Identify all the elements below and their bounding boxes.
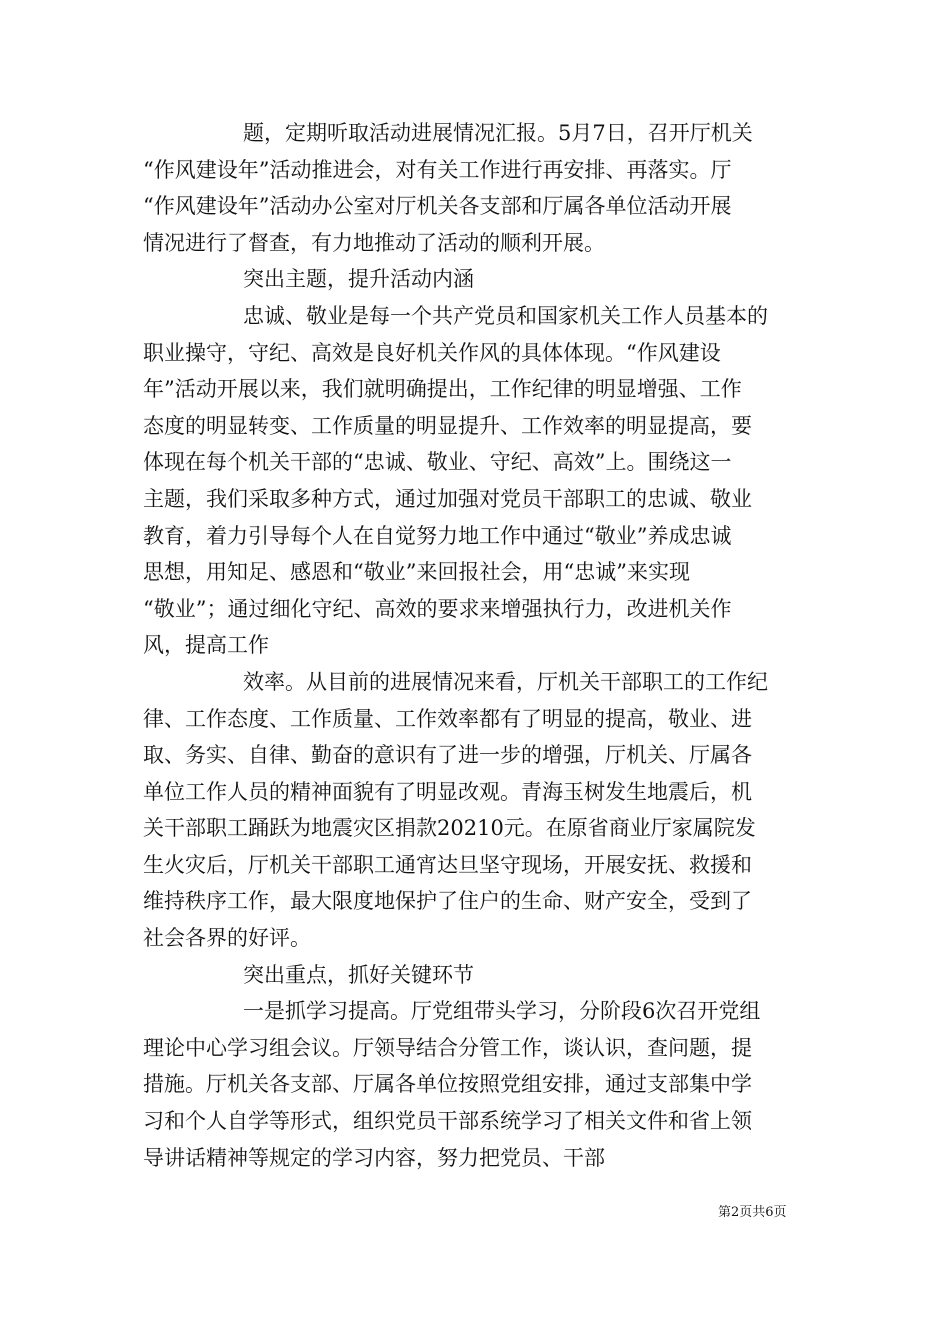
text-line: 态度的明显转变、工作质量的明显提升、工作效率的明显提高，要 [143, 413, 752, 438]
text-line: 律、工作态度、工作质量、工作效率都有了明显的提高，敬业、进 [143, 706, 752, 731]
page-number: 第2页共6页 [718, 1205, 787, 1220]
text-line: 社会各界的好评。 [143, 926, 311, 951]
text-line: 效率。从目前的进展情况来看，厅机关干部职工的工作纪 [243, 669, 768, 694]
document-body [143, 115, 813, 1176]
text-line: 主题，我们采取多种方式，通过加强对党员干部职工的忠诚、敬业 [143, 486, 752, 511]
text-line: 习和个人自学等形式，组织党员干部系统学习了相关文件和省上领 [143, 1109, 752, 1134]
text-line: 关干部职工踊跃为地震灾区捐款20210元。在原省商业厅家属院发 [143, 816, 756, 841]
text-line: 单位工作人员的精神面貌有了明显改观。青海玉树发生地震后，机 [143, 779, 752, 804]
section-heading: 突出重点，抓好关键环节 [243, 962, 474, 987]
text-line: “作风建设年”活动办公室对厅机关各支部和厅属各单位活动开展 [143, 194, 732, 219]
text-line: 体现在每个机关干部的“忠诚、敬业、守纪、高效”上。围绕这一 [143, 450, 732, 475]
text-line: 年”活动开展以来，我们就明确提出，工作纪律的明显增强、工作 [143, 377, 742, 402]
text-line: 情况进行了督查，有力地推动了活动的顺利开展。 [143, 230, 605, 255]
text-line: 生火灾后，厅机关干部职工通宵达旦坚守现场，开展安抚、救援和 [143, 852, 752, 877]
text-line: “敬业”；通过细化守纪、高效的要求来增强执行力，改进机关作 [143, 596, 732, 621]
text-line: 思想，用知足、感恩和“敬业”来回报社会，用“忠诚”来实现 [143, 560, 690, 585]
text-line: 措施。厅机关各支部、厅属各单位按照党组安排，通过支部集中学 [143, 1072, 752, 1097]
text-line: 风，提高工作 [143, 633, 269, 658]
text-line: 职业操守，守纪、高效是良好机关作风的具体体现。“作风建设 [143, 340, 721, 365]
text-line: 一是抓学习提高。厅党组带头学习，分阶段6次召开党组 [243, 999, 761, 1024]
text-line: “作风建设年”活动推进会，对有关工作进行再安排、再落实。厅 [143, 157, 732, 182]
text-line: 取、务实、自律、勤奋的意识有了进一步的增强，厅机关、厅属各 [143, 743, 752, 768]
section-heading: 突出主题，提升活动内涵 [243, 267, 474, 292]
text-line: 忠诚、敬业是每一个共产党员和国家机关工作人员基本的 [243, 303, 768, 328]
text-line: 导讲话精神等规定的学习内容，努力把党员、干部 [143, 1145, 605, 1170]
text-line: 维持秩序工作，最大限度地保护了住户的生命、财产安全，受到了 [143, 889, 752, 914]
text-line: 题，定期听取活动进展情况汇报。5月7日，召开厅机关 [243, 121, 753, 145]
text-line: 理论中心学习组会议。厅领导结合分管工作，谈认识，查问题，提 [143, 1035, 752, 1060]
text-line: 教育，着力引导每个人在自觉努力地工作中通过“敬业”养成忠诚 [143, 523, 732, 548]
